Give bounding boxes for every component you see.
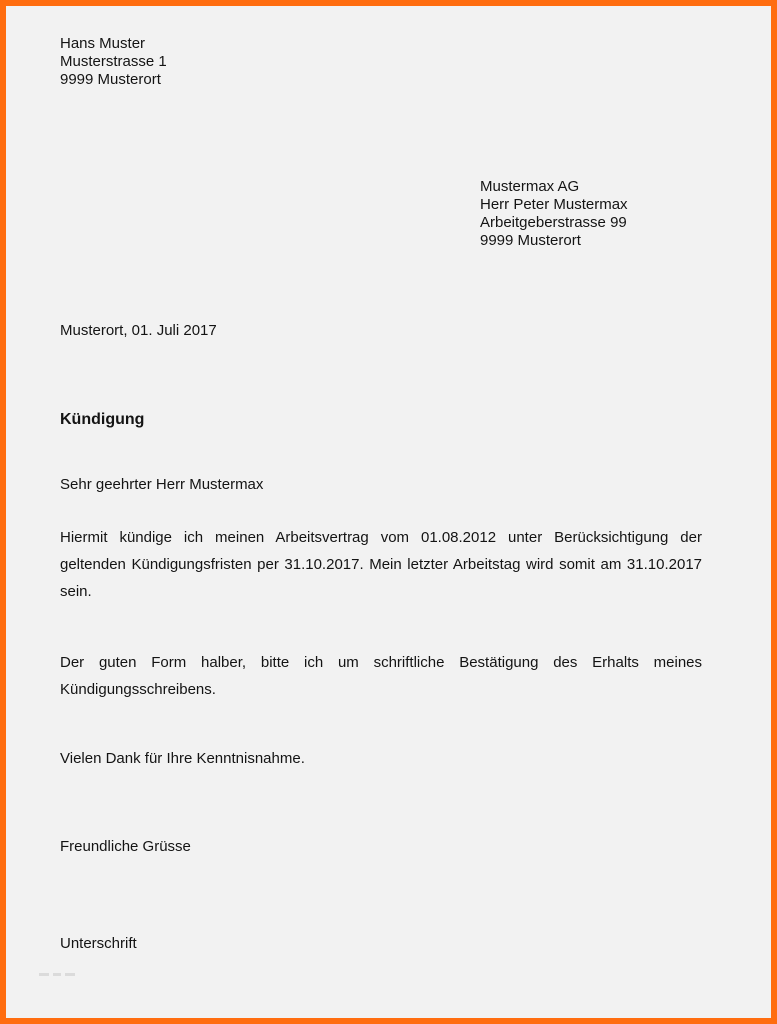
body-paragraph-1: Hiermit kündige ich meinen Arbeitsvertrag vom 01.08.2012 unter Berücksichtigung der geltenden Kündigungsfristen per 31.10.2017. Mein letzter Arbeitstag wird somit am 31.10.2017 sein. xyxy=(60,529,702,600)
recipient-street: Arbeitgeberstrasse 99 xyxy=(480,214,627,231)
date-line: Musterort, 01. Juli 2017 xyxy=(60,322,217,339)
recipient-address xyxy=(480,178,628,250)
recipient-company: Mustermax AG xyxy=(480,178,580,195)
sender-name: Hans Muster xyxy=(60,35,146,52)
closing-line: Freundliche Grüsse xyxy=(60,838,191,855)
recipient-city: 9999 Musterort xyxy=(480,232,581,249)
sender-street: Musterstrasse 1 xyxy=(60,53,167,70)
letter-page xyxy=(6,6,771,1018)
subject-heading: Kündigung xyxy=(60,411,145,428)
watermark-mark xyxy=(39,972,75,978)
body-paragraph-2: Der guten Form halber, bitte ich um schriftliche Bestätigung des Erhalts meines Kündigungsschreibens. xyxy=(60,654,702,698)
sender-address xyxy=(60,35,167,89)
recipient-person: Herr Peter Mustermax xyxy=(480,196,628,213)
sender-city: 9999 Musterort xyxy=(60,71,161,88)
salutation: Sehr geehrter Herr Mustermax xyxy=(60,476,264,493)
signature-label: Unterschrift xyxy=(60,935,137,952)
thanks-line: Vielen Dank für Ihre Kenntnisnahme. xyxy=(60,750,305,767)
